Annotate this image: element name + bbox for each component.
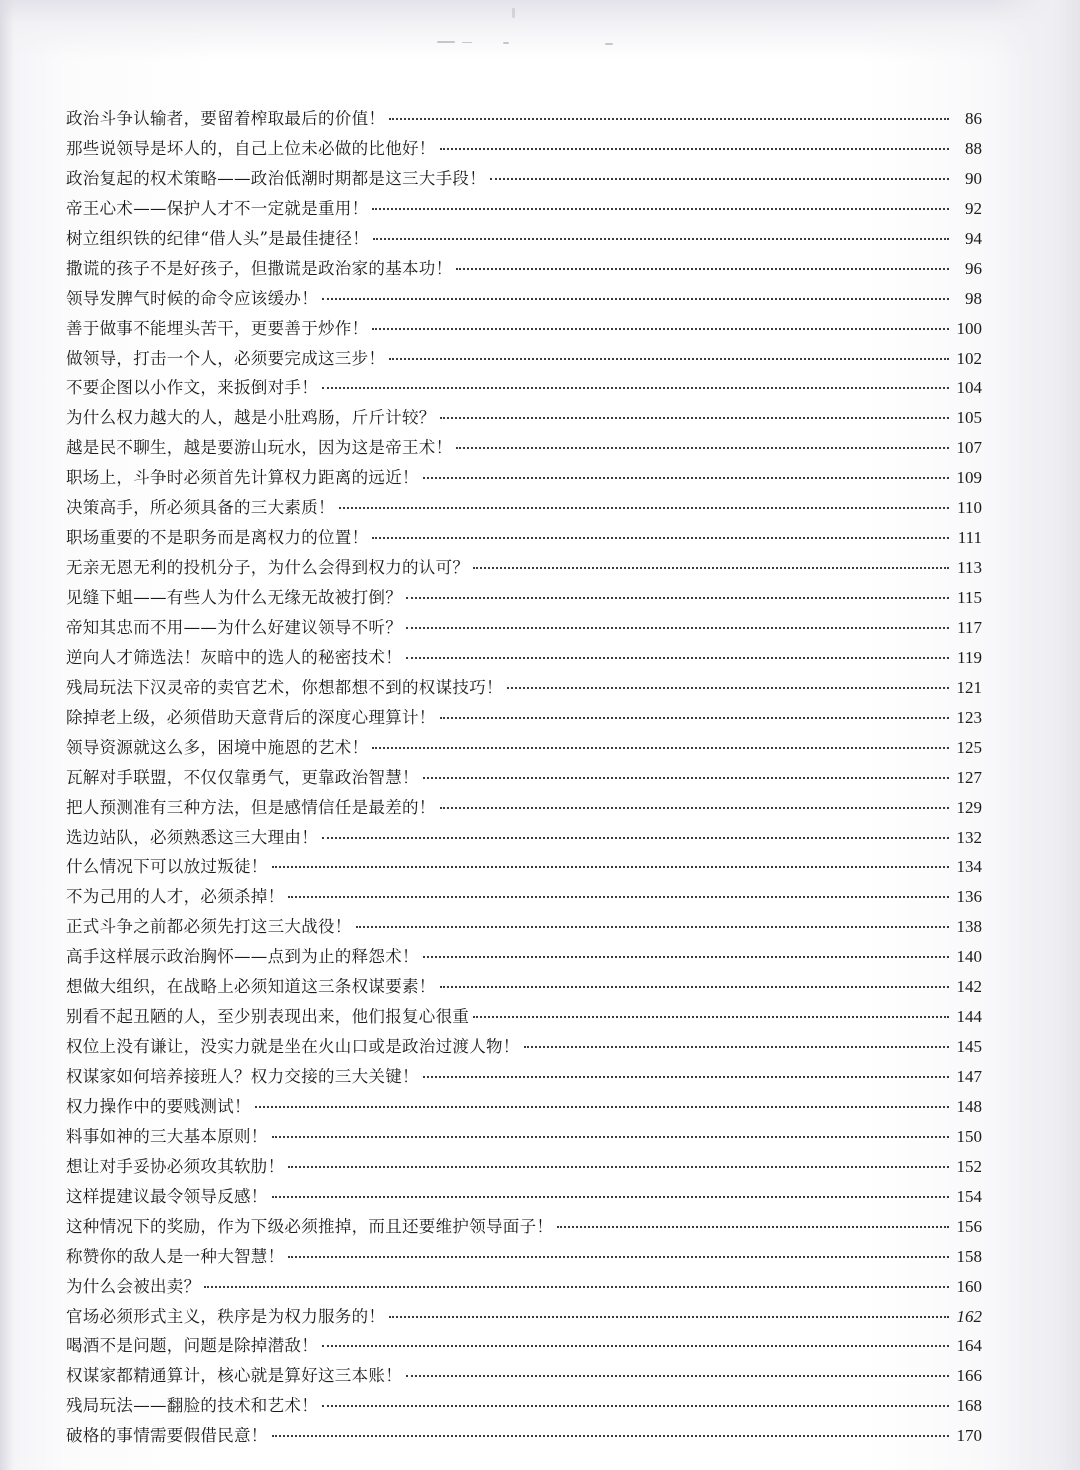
toc-entry-title: 高手这样展示政治胸怀——点到为止的释怨术！ [66, 947, 419, 967]
toc-entry [66, 1092, 982, 1122]
toc-entry [66, 403, 982, 433]
dot-leader [440, 415, 949, 419]
toc-entry-title: 不为己用的人才，必须杀掉！ [66, 887, 285, 907]
toc-entry-title: 瓦解对手联盟，不仅仅靠勇气，更靠政治智慧！ [66, 767, 419, 787]
toc-entry-page-number: 145 [956, 1037, 982, 1057]
toc-entry-page-number: 154 [956, 1186, 982, 1206]
toc-entry [66, 1002, 982, 1032]
toc-entry [66, 1272, 982, 1302]
toc-entry [66, 463, 982, 493]
toc-entry [66, 553, 982, 583]
dot-leader [557, 1224, 949, 1228]
toc-entry-title: 为什么权力越大的人，越是小肚鸡肠，斤斤计较？ [66, 408, 436, 428]
toc-entry [66, 194, 982, 224]
scan-speck [503, 42, 509, 44]
toc-entry [66, 1122, 982, 1152]
dot-leader [456, 266, 949, 270]
toc-entry-page-number: 109 [956, 468, 982, 488]
toc-entry [66, 523, 982, 553]
dot-leader [322, 1343, 949, 1347]
toc-entry-title: 政治复起的权术策略——政治低潮时期都是这三大手段！ [66, 168, 486, 188]
toc-entry-title: 越是民不聊生，越是要游山玩水，因为这是帝王术！ [66, 438, 453, 458]
toc-entry [66, 493, 982, 523]
toc-entry-title: 不要企图以小作文，来扳倒对手！ [66, 378, 318, 398]
toc-entry-page-number: 150 [956, 1126, 982, 1146]
toc-entry-page-number: 168 [956, 1396, 982, 1416]
toc-entry-page-number: 113 [957, 558, 982, 578]
toc-entry-page-number: 86 [965, 109, 982, 128]
dot-leader [372, 326, 949, 330]
toc-entry [66, 613, 982, 643]
dot-leader [322, 1403, 949, 1407]
scan-speck [437, 41, 455, 43]
dot-leader [322, 835, 949, 839]
toc-entry-title: 选边站队，必须熟悉这三大理由！ [66, 827, 318, 847]
dot-leader [288, 894, 949, 898]
dot-leader [490, 176, 949, 180]
toc-entry [66, 583, 982, 613]
toc-entry-title: 称赞你的敌人是一种大智慧！ [66, 1246, 285, 1266]
toc-entry [66, 733, 982, 763]
toc-entry [66, 1421, 982, 1451]
toc-entry-title: 权位上没有谦让，没实力就是坐在火山口或是政治过渡人物！ [66, 1037, 520, 1057]
toc-entry-page-number: 94 [965, 228, 982, 248]
toc-entry-title: 这样提建议最令领导反感！ [66, 1186, 268, 1206]
toc-entry-page-number: 166 [956, 1366, 982, 1386]
dot-leader [423, 954, 949, 958]
toc-entry-title: 破格的事情需要假借民意！ [66, 1426, 268, 1446]
dot-leader [372, 535, 949, 539]
dot-leader [322, 296, 949, 300]
toc-entry [66, 254, 982, 284]
dot-leader [440, 715, 949, 719]
dot-leader [406, 1373, 949, 1377]
toc-entry-page-number: 92 [965, 198, 982, 218]
toc-entry-page-number: 129 [956, 797, 982, 817]
toc-entry-title: 喝酒不是问题，问题是除掉潜敌！ [66, 1336, 318, 1356]
dot-leader [389, 116, 949, 120]
dot-leader [272, 1194, 949, 1198]
dot-leader [423, 475, 949, 479]
toc-entry-title: 这种情况下的奖励，作为下级必须推掉，而且还要维护领导面子！ [66, 1216, 554, 1236]
toc-entry-title: 善于做事不能埋头苦干，更要善于炒作！ [66, 318, 369, 338]
dot-leader [288, 1164, 949, 1168]
toc-entry [66, 134, 982, 164]
toc-entry [66, 224, 982, 254]
toc-entry [66, 1302, 982, 1332]
toc-entry-title: 权谋家如何培养接班人？权力交接的三大关键！ [66, 1067, 419, 1086]
toc-entry [66, 1391, 982, 1421]
toc-entry [66, 164, 982, 194]
dot-leader [204, 1284, 949, 1288]
toc-entry-title: 帝王心术——保护人才不一定就是重用！ [66, 198, 369, 218]
toc-entry-title: 职场上，斗争时必须首先计算权力距离的远近！ [66, 468, 419, 488]
toc-entry-title: 职场重要的不是职务而是离权力的位置！ [66, 528, 369, 548]
toc-entry-title: 树立组织铁的纪律“借人头”是最佳捷径！ [66, 228, 370, 248]
toc-entry-title: 那些说领导是坏人的，自己上位未必做的比他好！ [66, 138, 436, 158]
scan-shadow-right [990, 0, 1080, 1470]
dot-leader [456, 445, 949, 449]
toc-entry-title: 什么情况下可以放过叛徒！ [66, 857, 268, 877]
toc-entry-page-number: 123 [956, 707, 982, 727]
toc-entry-page-number: 127 [956, 767, 982, 787]
dot-leader [406, 655, 949, 659]
toc-entry-page-number: 142 [956, 977, 982, 997]
toc-entry [66, 344, 982, 374]
toc-entry-title: 想做大组织，在战略上必须知道这三条权谋要素！ [66, 977, 436, 997]
toc-entry [66, 912, 982, 942]
toc-entry [66, 972, 982, 1002]
toc-entry [66, 823, 982, 853]
toc-entry-title: 除掉老上级，必须借助天意背后的深度心理算计！ [66, 707, 436, 727]
dot-leader [524, 1044, 949, 1048]
toc-entry-title: 权力操作中的要贱测试！ [66, 1096, 251, 1116]
dot-leader [389, 1314, 949, 1318]
toc-entry [66, 703, 982, 733]
toc-entry-title: 正式斗争之前都必须先打这三大战役！ [66, 917, 352, 937]
dot-leader [440, 146, 949, 150]
dot-leader [339, 505, 949, 509]
toc-entry [66, 793, 982, 823]
toc-entry [66, 373, 982, 403]
dot-leader [272, 1134, 949, 1138]
scan-speck [462, 42, 472, 43]
toc-entry [66, 1152, 982, 1182]
toc-entry [66, 433, 982, 463]
scan-speck [605, 43, 613, 45]
toc-entry-title: 官场必须形式主义，秩序是为权力服务的！ [66, 1306, 386, 1326]
toc-entry-page-number: 105 [956, 408, 982, 428]
toc-entry-title: 决策高手，所必须具备的三大素质！ [66, 498, 335, 518]
toc-entry-title: 领导资源就这么多，困境中施恩的艺术！ [66, 737, 369, 757]
dot-leader [423, 775, 949, 779]
toc-entry-title: 无亲无恩无利的投机分子，为什么会得到权力的认可？ [66, 558, 470, 578]
toc-entry-title: 残局玩法下汉灵帝的卖官艺术，你想都想不到的权谋技巧！ [66, 677, 503, 697]
dot-leader [507, 685, 949, 689]
toc-entry-page-number: 162 [956, 1306, 982, 1326]
toc-entry-title: 权谋家都精通算计，核心就是算好这三本账！ [66, 1366, 402, 1386]
toc-entry-page-number: 170 [956, 1426, 982, 1446]
toc-entry-page-number: 144 [956, 1007, 982, 1027]
toc-entry-page-number: 119 [957, 647, 982, 667]
toc-entry [66, 1242, 982, 1272]
toc-entry [66, 763, 982, 793]
toc-entry-page-number: 98 [965, 288, 982, 308]
toc-entry-page-number: 125 [956, 737, 982, 757]
toc-entry [66, 284, 982, 314]
scan-shadow-left [0, 0, 14, 1470]
toc-entry-title: 帝知其忠而不用——为什么好建议领导不听？ [66, 617, 402, 637]
toc-entry-page-number: 136 [956, 887, 982, 907]
toc-entry-title: 做领导，打击一个人，必须要完成这三步！ [66, 348, 386, 368]
toc-entry [66, 1062, 982, 1092]
toc-entry [66, 1361, 982, 1391]
toc-entry-title: 逆向人才筛选法！灰暗中的选人的秘密技术！ [66, 647, 402, 667]
dot-leader [440, 984, 949, 988]
toc-entry-page-number: 134 [956, 857, 982, 877]
toc-entry-page-number: 152 [956, 1156, 982, 1176]
toc-entry-page-number: 138 [956, 917, 982, 937]
toc-entry-title: 别看不起丑陋的人，至少别表现出来，他们报复心很重 [66, 1007, 470, 1027]
dot-leader [440, 805, 949, 809]
table-of-contents [66, 104, 982, 1451]
toc-entry-page-number: 107 [956, 438, 982, 458]
toc-entry-page-number: 132 [956, 827, 982, 847]
dot-leader [372, 206, 949, 210]
toc-entry-page-number: 111 [957, 528, 982, 548]
dot-leader [272, 1433, 949, 1437]
dot-leader [406, 625, 949, 629]
dot-leader [356, 924, 949, 928]
toc-entry-page-number: 156 [956, 1216, 982, 1236]
toc-entry [66, 852, 982, 882]
toc-entry-page-number: 90 [965, 168, 982, 188]
dot-leader [288, 1254, 949, 1258]
toc-entry [66, 1331, 982, 1361]
toc-entry-page-number: 158 [956, 1246, 982, 1266]
toc-entry [66, 942, 982, 972]
toc-entry [66, 1182, 982, 1212]
toc-entry-page-number: 160 [956, 1276, 982, 1296]
toc-entry [66, 104, 982, 134]
toc-entry-page-number: 140 [956, 947, 982, 967]
dot-leader [272, 864, 949, 868]
toc-entry [66, 643, 982, 673]
toc-entry-page-number: 121 [956, 677, 982, 697]
toc-entry-page-number: 115 [957, 588, 982, 607]
toc-entry-title: 撒谎的孩子不是好孩子，但撒谎是政治家的基本功！ [66, 258, 453, 278]
dot-leader [322, 385, 949, 389]
toc-entry-page-number: 88 [965, 138, 982, 158]
dot-leader [423, 1074, 949, 1078]
toc-entry-page-number: 117 [957, 617, 982, 637]
dot-leader [255, 1104, 949, 1108]
toc-entry-title: 政治斗争认输者，要留着榨取最后的价值！ [66, 109, 386, 128]
dot-leader [389, 356, 949, 360]
toc-entry-page-number: 164 [956, 1336, 982, 1356]
toc-entry-page-number: 104 [956, 378, 982, 398]
dot-leader [473, 565, 949, 569]
toc-entry [66, 1212, 982, 1242]
dot-leader [372, 745, 949, 749]
toc-entry-title: 为什么会被出卖？ [66, 1276, 201, 1296]
dot-leader [473, 1014, 949, 1018]
toc-entry-title: 领导发脾气时候的命令应该缓办！ [66, 288, 318, 308]
toc-entry-page-number: 100 [956, 318, 982, 338]
toc-entry-title: 残局玩法——翻脸的技术和艺术！ [66, 1396, 318, 1416]
toc-entry [66, 314, 982, 344]
dot-leader [406, 595, 949, 599]
toc-entry-title: 料事如神的三大基本原则！ [66, 1126, 268, 1146]
toc-entry [66, 882, 982, 912]
toc-entry-page-number: 96 [965, 258, 982, 278]
scan-speck [512, 8, 515, 18]
toc-entry-page-number: 148 [956, 1096, 982, 1116]
toc-entry-title: 想让对手妥协必须攻其软肋！ [66, 1156, 285, 1176]
toc-entry-page-number: 102 [956, 348, 982, 368]
toc-entry [66, 1032, 982, 1062]
scan-shadow-top [0, 0, 1080, 60]
dot-leader [373, 236, 949, 240]
toc-entry-title: 把人预测准有三种方法，但是感情信任是最差的！ [66, 797, 436, 817]
toc-entry-page-number: 110 [957, 498, 982, 518]
toc-entry-page-number: 147 [956, 1067, 982, 1086]
toc-entry [66, 673, 982, 703]
toc-entry-title: 见缝下蛆——有些人为什么无缘无故被打倒？ [66, 588, 402, 607]
